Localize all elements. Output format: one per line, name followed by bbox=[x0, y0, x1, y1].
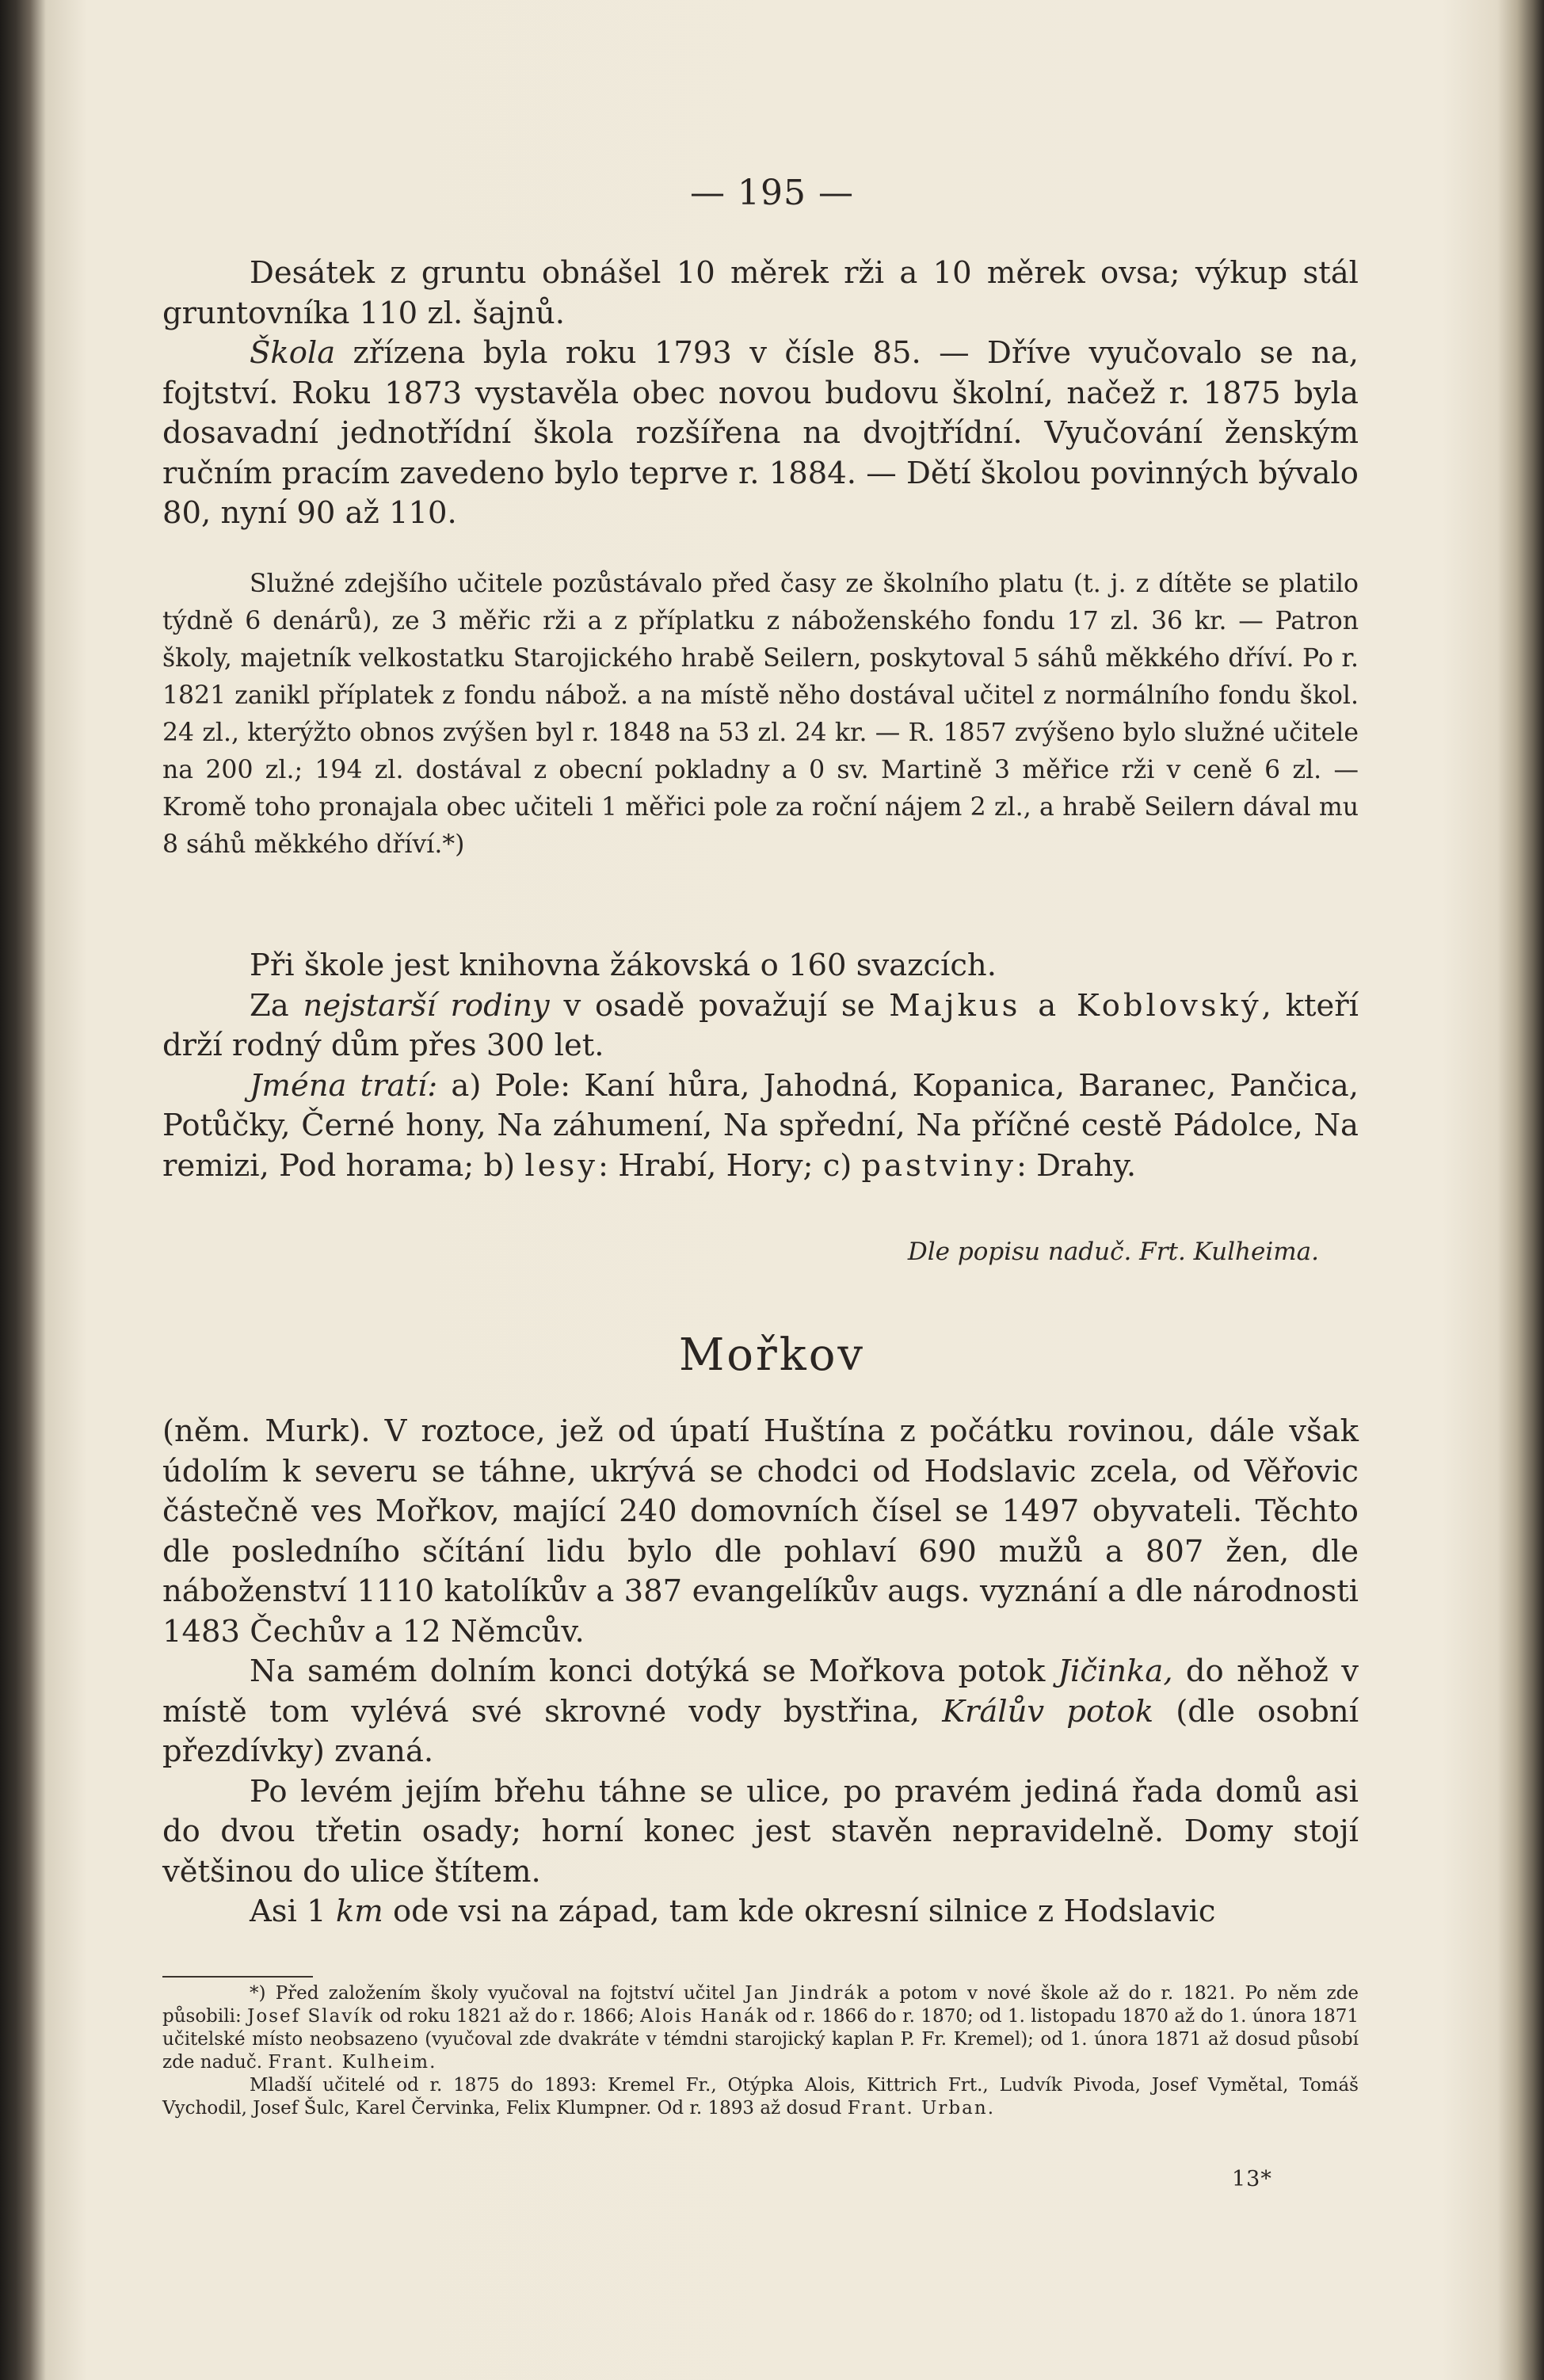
west-a: Asi 1 bbox=[250, 1894, 336, 1929]
footnotes bbox=[162, 1982, 1359, 2120]
paragraph-morkov-intro: (něm. Murk). V roztoce, jež od úpatí Huštína z počátku rovinou, dále však údolím k severu se táhne, ukrývá se chodci od Hodslavic zcela, od Věřovic částečně ves Mořkov, mající 240 domovních čísel se 1497 obyvateli. Těchto dle posledního sčítání lidu bylo dle pohlaví 690 mužů a 807 žen, dle náboženství 1110 katolíkův a 387 evangelíkův augs. vyznání a dle národnosti 1483 Čechův a 12 Němcův. bbox=[162, 1413, 1359, 1650]
school-lead: Škola bbox=[250, 335, 336, 371]
fn1-b: a potom v nové škole až do r. 1821. Po něm zde působili: bbox=[162, 1983, 1359, 2027]
main-text-middle bbox=[162, 946, 1359, 1186]
families-em: nejstarší rodiny bbox=[303, 987, 550, 1024]
paragraph-salary: Služné zdejšího učitele pozůstávalo před časy ze školního platu (t. j. z dítěte se platilo týdně 6 denárů), ze 3 měřic rži a z příplatku z náboženského fondu 17 zl. 36 kr. — Patron školy, majetník velkostatku Starojického hrabě Seilern, poskytoval 5 sáhů měkkého dříví. Po r. 1821 zanikl příplatek z fondu nábož. a na místě něho dostával učitel z normálního fondu škol. 24 zl., kterýžto obnos zvýšen byl r. 1848 na 53 zl. 24 kr. — R. 1857 zvýšeno bylo služné učitele na 200 zl.; 194 zl. dostával z obecní pokladny a 0 sv. Martině 3 měřice rži v ceně 6 zl. — Kromě toho pronajala obec učiteli 1 měřici pole za roční nájem 2 zl., a hrabě Seilern dával mu 8 sáhů měkkého dříví.*) bbox=[162, 570, 1359, 859]
fn1-name-hanak: Alois Hanák bbox=[640, 2006, 769, 2027]
west-b: ode vsi na západ, tam kde okresní silnice z Hodslavic bbox=[383, 1894, 1216, 1929]
fn2-a: Mladší učitelé od r. 1875 do 1893: Kremel Fr., Otýpka Alois, Kittrich Frt., Ludvík Pivoda, Josef Vymětal, Tomáš Vychodil, Josef Šulc, Karel Červinka, Felix Klumpner. Od r. 1893 až dosud bbox=[162, 2075, 1359, 2119]
families-end: , kteří drží rodný dům přes 300 let. bbox=[162, 987, 1359, 1063]
footnote-younger-teachers bbox=[162, 2074, 1359, 2120]
fn1-e: . bbox=[429, 2052, 436, 2073]
jicinka-name: Jičinka, bbox=[1058, 1653, 1173, 1689]
paragraph-street: Po levém jejím břehu táhne se ulice, po pravém jediná řada domů asi do dvou třetin osady; horní konec jest stavěn nepravidelně. Domy stojí většinou do ulice štítem. bbox=[162, 1773, 1359, 1890]
paragraph-oldest-families bbox=[162, 986, 1359, 1066]
page-number: — 195 — bbox=[690, 173, 854, 213]
paragraph-tithe: Desátek z gruntu obnášel 10 měrek rži a 10 měrek ovsa; výkup stál gruntovníka 110 zl. šajnů. bbox=[162, 255, 1359, 331]
field-names-lesy-label: lesy bbox=[524, 1147, 599, 1184]
field-names-pastviny: : Drahy. bbox=[1016, 1147, 1137, 1184]
school-text: zřízena byla roku 1793 v čísle 85. — Dříve vyučovalo se na, fojtství. Roku 1873 vystavěla obec novou budovu školní, načež r. 1875 byla dosavadní jednotřídní škola rozšířena na dvojtřídní. Vyučování ženským ručním pracím zavedeno bylo teprve r. 1884. — Dětí školou povinných bývalo 80, nyní 90 až 110. bbox=[162, 335, 1359, 531]
paragraph-jicinka bbox=[162, 1652, 1359, 1772]
footnote-divider bbox=[162, 1976, 313, 1978]
field-names-pole: a) Pole: Kaní hůra, Jahodná, Kopanica, Baranec, Pančica, Potůčky, Černé hony, Na záhumení, Na spřední, Na příčné cestě Pádolce, Na remizi, Pod horama; b) bbox=[162, 1067, 1359, 1184]
fn1-c: od roku 1821 až do r. 1866; bbox=[373, 2006, 641, 2027]
fn2-name-urban: Frant. Urban bbox=[847, 2098, 988, 2119]
fn2-b: . bbox=[987, 2098, 993, 2119]
jicinka-b: do něhož v místě tom vylévá své skrovné vody bystřina, bbox=[162, 1653, 1359, 1730]
fn1-a: *) Před založením školy vyučoval na fojtství učitel bbox=[250, 1983, 745, 2004]
west-km: km bbox=[335, 1894, 383, 1929]
fn1-d: od r. 1866 do r. 1870; od 1. listopadu 1870 až do 1. února 1871 učitelské místo neobsazeno (vyučoval zde dvakráte v témdni starojický kaplan P. Fr. Kremel); od 1. února 1871 až dosud působí zde naduč. bbox=[162, 2006, 1359, 2073]
main-text-top bbox=[162, 254, 1359, 534]
families-lead: Za bbox=[250, 987, 303, 1024]
paragraph-west bbox=[162, 1892, 1359, 1932]
paragraph-school bbox=[162, 334, 1359, 534]
paragraph-library: Při škole jest knihovna žákovská o 160 svazcích. bbox=[250, 948, 997, 983]
field-names-lead: Jména tratí: bbox=[250, 1067, 438, 1104]
fn1-name-jindrak: Jan Jindrák bbox=[745, 1983, 870, 2004]
section-title: Mořkov bbox=[678, 1329, 866, 1381]
author-signature: Dle popisu naduč. Frt. Kulheima. bbox=[907, 1238, 1319, 1266]
sheet-signature-mark: 13* bbox=[1232, 2167, 1272, 2191]
footnote-teachers bbox=[162, 1982, 1359, 2074]
field-names-pastviny-label: pastviny bbox=[861, 1147, 1016, 1184]
jicinka-c: (dle osobní přezdívky) zvaná. bbox=[162, 1693, 1359, 1769]
paragraph-field-names bbox=[162, 1066, 1359, 1187]
jicinka-a: Na samém dolním konci dotýká se Mořkova potok bbox=[250, 1653, 1058, 1689]
fn1-name-kulheim: Frant. Kulheim bbox=[268, 2052, 430, 2073]
fn1-name-slavik: Josef Slavík bbox=[247, 2006, 374, 2027]
families-mid: v osadě považují se bbox=[549, 987, 890, 1024]
main-text-morkov bbox=[162, 1412, 1359, 1932]
field-names-lesy: : Hrabí, Hory; c) bbox=[598, 1147, 862, 1184]
teacher-salary-block bbox=[162, 566, 1359, 864]
kraluv-potok-name: Králův potok bbox=[942, 1693, 1154, 1730]
family-names: Majkus a Koblovský bbox=[889, 987, 1262, 1024]
